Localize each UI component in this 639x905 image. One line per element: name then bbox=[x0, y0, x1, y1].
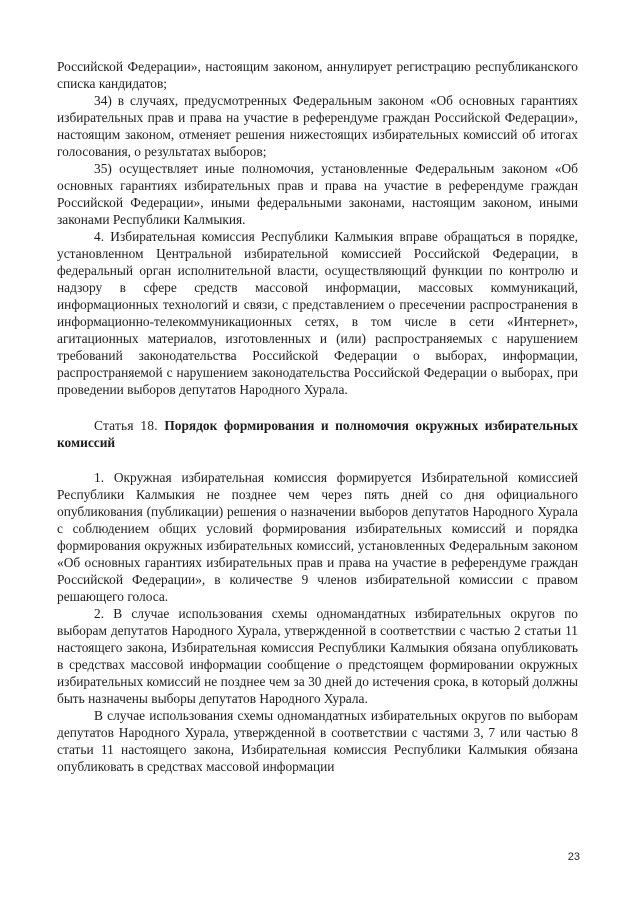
page-number: 23 bbox=[567, 851, 580, 863]
paragraph-item-34: 34) в случаях, предусмотренных Федеральным законом «Об основных гарантиях избирательных прав и права на участие в референдуме граждан Российской Федерации», настоящим законом, отменяет решения нижестоящих избирательных комиссий об итогах голосования, о результатах выборов; bbox=[57, 93, 578, 159]
article-title: Порядок формирования и полномочия окружных избирательных комиссий bbox=[57, 418, 578, 450]
paragraph-continuation: Российской Федерации», настоящим законом, аннулирует регистрацию республиканского списка кандидатов; bbox=[57, 59, 578, 91]
paragraph-part-4: 4. Избирательная комиссия Республики Калмыкия вправе обращаться в порядке, установленном Центральной избирательной комиссией Российской Федерации, в федеральный орган исполнительной власти, осуществляющий функции по контролю и надзору в сфере средств массовой информации, массовых коммуникаций, информационных технологий и связи, с представлением о пресечении распространения в информационно-телекоммуникационных сетях, в том числе в сети «Интернет», агитационных материалов, изготовленных и (или) распространяемых с нарушением требований законодательства Российской Федерации о выборах, информации, распространяемой с нарушением законодательства Российской Федерации о выборах, при проведении выборов депутатов Народного Хурала. bbox=[57, 229, 578, 397]
article-paragraph-2: 2. В случае использования схемы одномандатных избирательных округов по выборам депутатов Народного Хурала, утвержденной в соответствии с частью 2 статьи 11 настоящего закона, Избирательная комиссия Республики Калмыкия обязана опубликовать в средствах массовой информации сообщение о предстоящем формировании окружных избирательных комиссий не позднее чем за 30 дней до истечения срока, в который должны быть назначены выборы депутатов Народного Хурала. bbox=[57, 606, 578, 706]
article-paragraph-3: В случае использования схемы одномандатных избирательных округов по выборам депутатов Народного Хурала, утвержденной в соответствии с частями 3, 7 или частью 8 статьи 11 настоящего закона, Избирательная комиссия Республики Калмыкия обязана опубликовать в средствах массовой информации bbox=[57, 708, 578, 774]
article-heading bbox=[57, 417, 578, 451]
document-body bbox=[57, 58, 578, 775]
article-number: Статья 18. bbox=[94, 418, 158, 433]
article-paragraph-1: 1. Окружная избирательная комиссия формируется Избирательной комиссией Республики Калмыкия не позднее чем через пять дней со дня официального опубликования (публикации) решения о назначении выборов депутатов Народного Хурала с соблюдением общих условий формирования избирательных комиссий и порядка формирования окружных избирательных комиссий, установленных Федеральным законом «Об основных гарантиях избирательных прав и права на участие в референдуме граждан Российской Федерации», в количестве 9 членов избирательной комиссии с правом решающего голоса. bbox=[57, 470, 578, 604]
paragraph-item-35: 35) осуществляет иные полномочия, установленные Федеральным законом «Об основных гарантиях избирательных прав и права на участие в референдуме граждан Российской Федерации», иными федеральными законами, настоящим законом, иными законами Республики Калмыкия. bbox=[57, 161, 578, 227]
